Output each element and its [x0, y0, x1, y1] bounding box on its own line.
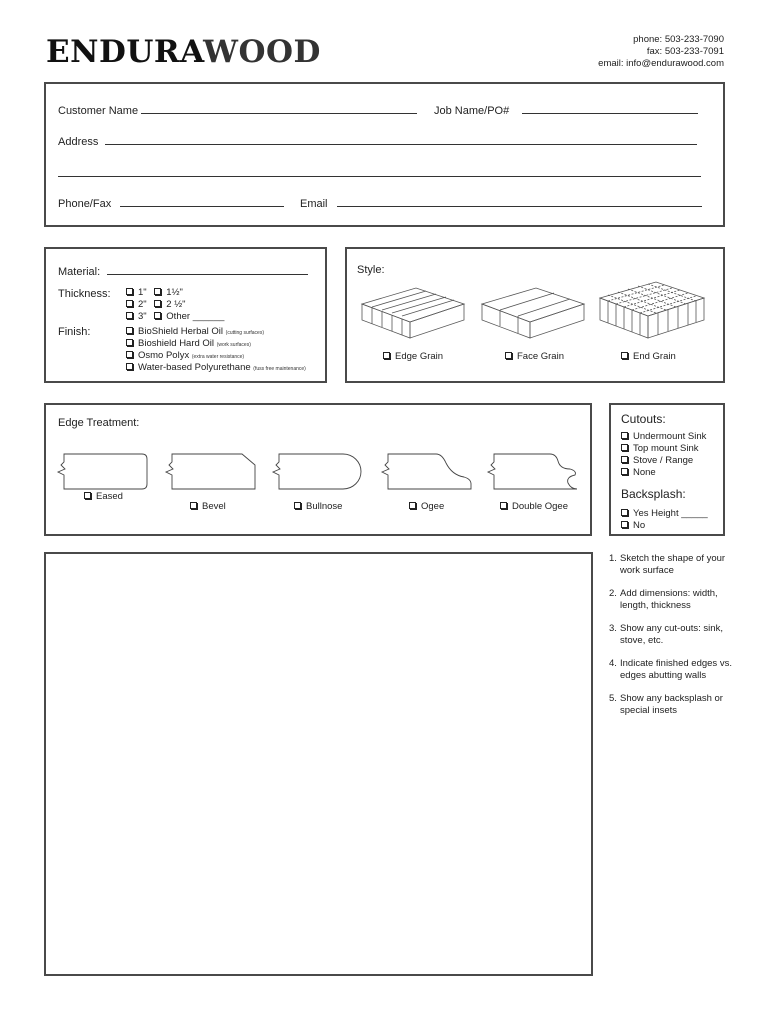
finish-polyurethane-label: Water-based Polyurethane	[138, 362, 251, 373]
step-number: 3.	[609, 623, 617, 634]
checkbox-backsplash-yes[interactable]	[621, 509, 628, 516]
checkbox-stove-range[interactable]	[621, 456, 628, 463]
undermount-sink-label: Undermount Sink	[633, 431, 707, 442]
checkbox-topmount-sink[interactable]	[621, 444, 628, 451]
cutouts-label: Cutouts:	[621, 412, 666, 426]
thickness-1in-label: 1"	[138, 287, 147, 298]
edge-option-double-ogee	[500, 501, 568, 512]
checkbox-finish-hard-oil[interactable]	[126, 339, 133, 346]
double-ogee-label: Double Ogee	[512, 501, 568, 512]
phone-fax-row	[58, 196, 284, 210]
checkbox-bevel[interactable]	[190, 502, 197, 509]
job-name-field[interactable]	[522, 103, 698, 114]
backsplash-label: Backsplash:	[621, 487, 686, 501]
cutout-option-undermount	[621, 431, 706, 442]
instruction-step-2	[609, 588, 734, 611]
style-label: Style:	[357, 264, 385, 276]
thickness-2-5in-label: 2 ½"	[166, 299, 186, 310]
contact-info	[598, 34, 724, 70]
checkbox-finish-osmo[interactable]	[126, 351, 133, 358]
finish-hard-oil-label: Bioshield Hard Oil	[138, 338, 215, 349]
address-field-2[interactable]	[58, 166, 701, 177]
checkbox-thickness-1in[interactable]	[126, 288, 133, 295]
finish-label: Finish:	[58, 326, 91, 338]
checkbox-double-ogee[interactable]	[500, 502, 507, 509]
thickness-row-2	[126, 299, 186, 310]
edge-grain-illustration	[358, 282, 468, 342]
ogee-label: Ogee	[421, 501, 445, 512]
thickness-label: Thickness:	[58, 288, 111, 300]
phone-text: phone: 503-233-7090	[633, 34, 724, 45]
eased-edge-icon	[56, 451, 150, 493]
backsplash-option-yes	[621, 508, 708, 519]
instruction-step-3	[609, 623, 734, 646]
address-field-1[interactable]	[105, 134, 697, 145]
instruction-step-5	[609, 693, 734, 716]
instruction-step-4	[609, 658, 734, 681]
thickness-row-3	[126, 311, 224, 322]
cutout-option-topmount	[621, 443, 698, 454]
email-field[interactable]	[337, 196, 702, 207]
checkbox-end-grain[interactable]	[621, 352, 628, 359]
edge-option-bullnose	[294, 501, 342, 512]
job-name-row	[434, 103, 698, 117]
edge-treatment-label: Edge Treatment:	[58, 417, 140, 429]
step-text: Show any cut-outs: sink, stove, etc.	[620, 623, 723, 646]
finish-option	[126, 338, 251, 349]
backsplash-yes-label: Yes Height _____	[633, 508, 708, 519]
finish-option	[126, 350, 244, 361]
end-grain-label: End Grain	[633, 351, 676, 362]
finish-option	[126, 326, 264, 337]
step-number: 4.	[609, 658, 617, 669]
email-row	[300, 196, 702, 210]
double-ogee-edge-icon	[486, 451, 580, 493]
instruction-step-1	[609, 553, 734, 576]
edge-option-eased	[84, 491, 123, 502]
step-number: 2.	[609, 588, 617, 599]
thickness-other-label: Other ______	[166, 311, 225, 322]
checkbox-thickness-2-5in[interactable]	[154, 300, 161, 307]
finish-herbal-oil-note: (cutting surfaces)	[225, 330, 265, 336]
checkbox-backsplash-no[interactable]	[621, 521, 628, 528]
checkbox-undermount-sink[interactable]	[621, 432, 628, 439]
edge-option-ogee	[409, 501, 444, 512]
address-row-2	[58, 166, 701, 180]
customer-name-field[interactable]	[141, 103, 417, 114]
backsplash-no-label: No	[633, 520, 646, 531]
edge-grain-label: Edge Grain	[395, 351, 444, 362]
thickness-row-1	[126, 287, 183, 298]
step-number: 1.	[609, 553, 617, 564]
step-text: Sketch the shape of your work surface	[620, 553, 726, 576]
finish-hard-oil-note: (work surfaces)	[216, 342, 251, 348]
bevel-edge-icon	[164, 451, 258, 493]
finish-herbal-oil-label: BioShield Herbal Oil	[138, 326, 224, 337]
step-text: Show any backsplash or special insets	[620, 693, 723, 716]
material-field[interactable]	[107, 264, 308, 275]
customer-name-row	[58, 103, 417, 117]
address-label: Address	[58, 136, 99, 148]
sketch-area[interactable]	[44, 552, 593, 976]
checkbox-edge-grain[interactable]	[383, 352, 390, 359]
material-row	[58, 264, 308, 278]
cutout-option-stove	[621, 455, 693, 466]
face-grain-label: Face Grain	[517, 351, 564, 362]
checkbox-face-grain[interactable]	[505, 352, 512, 359]
face-grain-illustration	[478, 282, 588, 342]
checkbox-finish-herbal-oil[interactable]	[126, 327, 133, 334]
endurawood-logo	[46, 34, 321, 70]
material-label: Material:	[58, 266, 101, 278]
ogee-edge-icon	[380, 451, 474, 493]
finish-option	[126, 362, 306, 373]
end-grain-illustration	[596, 278, 708, 342]
phone-fax-label: Phone/Fax	[58, 198, 112, 210]
thickness-2in-label: 2"	[138, 299, 147, 310]
style-option-face-grain	[505, 351, 564, 362]
checkbox-ogee[interactable]	[409, 502, 416, 509]
email-label: Email	[300, 198, 328, 210]
job-name-label: Job Name/PO#	[434, 105, 510, 117]
finish-polyurethane-note: (fuss free maintenance)	[253, 366, 306, 372]
checkbox-thickness-3in[interactable]	[126, 312, 133, 319]
style-option-edge-grain	[383, 351, 443, 362]
customer-name-label: Customer Name	[58, 105, 139, 117]
thickness-1-5in-label: 1½"	[166, 287, 183, 298]
checkbox-thickness-1-5in[interactable]	[154, 288, 161, 295]
logo-text-endura: ENDURA	[46, 34, 204, 70]
checkbox-bullnose[interactable]	[294, 502, 301, 509]
step-text: Indicate finished edges vs. edges abutting walls	[620, 658, 732, 681]
email-text: email: info@endurawood.com	[598, 58, 724, 69]
cutout-option-none	[621, 467, 656, 478]
checkbox-cutout-none[interactable]	[621, 468, 628, 475]
checkbox-thickness-2in[interactable]	[126, 300, 133, 307]
finish-osmo-label: Osmo Polyx	[138, 350, 190, 361]
checkbox-finish-polyurethane[interactable]	[126, 363, 133, 370]
finish-osmo-note: (extra water resistance)	[191, 354, 245, 360]
stove-range-label: Stove / Range	[633, 455, 694, 466]
cutout-none-label: None	[633, 467, 656, 478]
fax-text: fax: 503-233-7091	[646, 46, 724, 57]
edge-option-bevel	[190, 501, 226, 512]
bevel-label: Bevel	[202, 501, 226, 512]
checkbox-thickness-other[interactable]	[154, 312, 161, 319]
bullnose-edge-icon	[271, 451, 365, 493]
logo-text-wood: WOOD	[203, 34, 321, 70]
address-row	[58, 134, 697, 148]
bullnose-label: Bullnose	[306, 501, 343, 512]
backsplash-option-no	[621, 520, 645, 531]
checkbox-eased[interactable]	[84, 492, 91, 499]
eased-label: Eased	[96, 491, 123, 502]
step-text: Add dimensions: width, length, thickness	[620, 588, 718, 611]
style-option-end-grain	[621, 351, 676, 362]
thickness-3in-label: 3"	[138, 311, 147, 322]
step-number: 5.	[609, 693, 617, 704]
phone-fax-field[interactable]	[120, 196, 284, 207]
topmount-sink-label: Top mount Sink	[633, 443, 699, 454]
